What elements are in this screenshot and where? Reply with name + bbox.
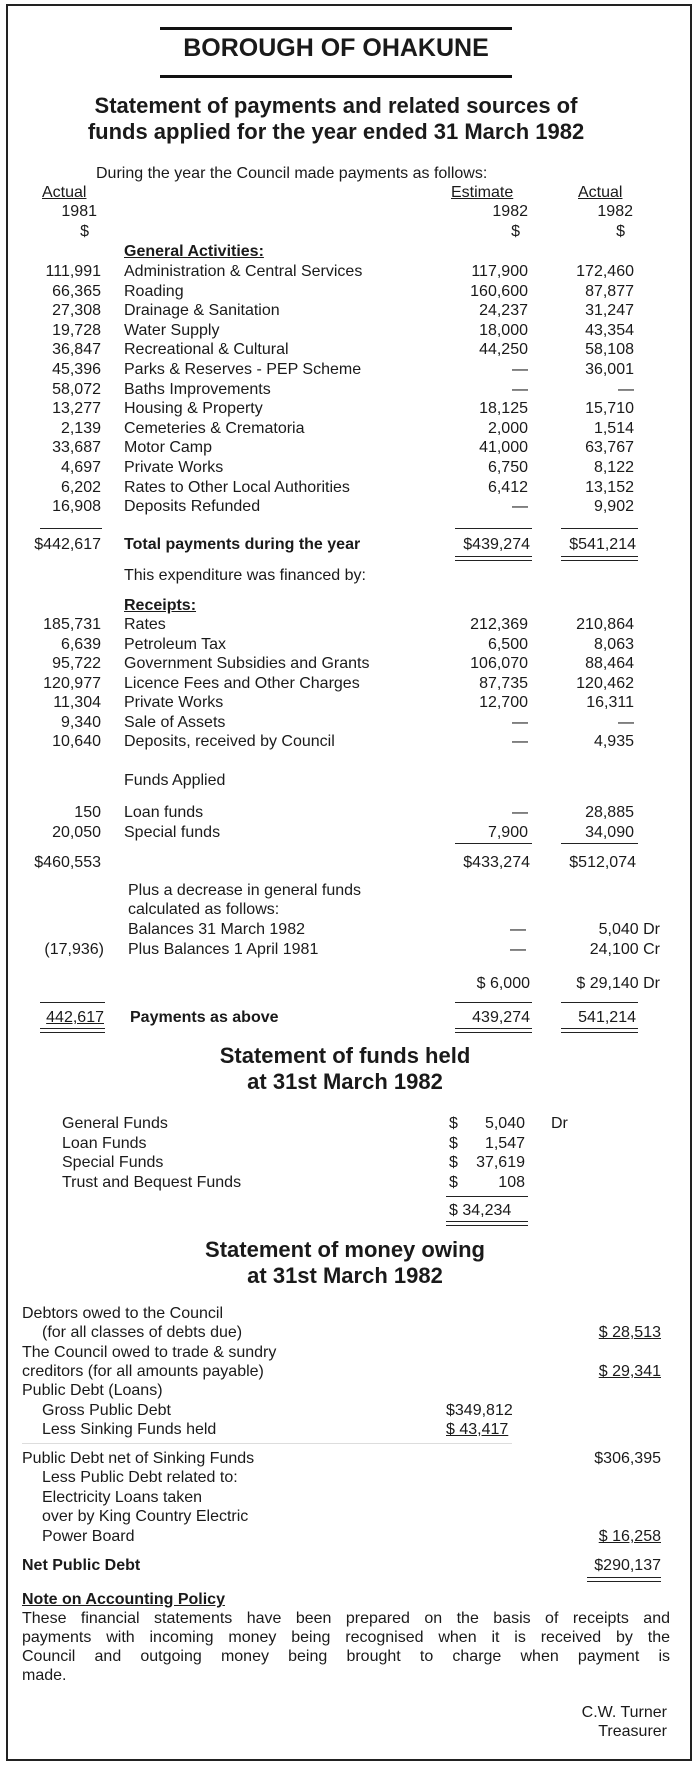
receipt-row-prev-value: 9,340	[60, 713, 101, 731]
activity-row-prev-value: 4,697	[60, 459, 101, 476]
activity-row-actual-value: 1,514	[593, 419, 634, 437]
activity-row-estimate-value: 24,237	[479, 302, 528, 320]
activity-row-label: Cemeteries & Crematoria	[124, 419, 305, 437]
net-sinking-label: Public Debt net of Sinking Funds	[22, 1450, 255, 1467]
activity-row-actual-value: 31,247	[585, 302, 634, 320]
activity-row-prev-value: 2,139	[60, 419, 101, 437]
funds-applied-row-label: Loan funds	[124, 804, 204, 821]
receipt-row-label: Rates	[124, 616, 166, 633]
col-actual-1982-year: 1982	[597, 203, 633, 220]
net-sinking-amount: $306,395	[594, 1450, 661, 1467]
creditors-line-1: The Council owed to trade & sundry	[22, 1344, 277, 1361]
subtotal-prev: $460,553	[34, 854, 101, 871]
activity-row-estimate-value: —	[512, 380, 528, 398]
col-actual-1982-unit: $	[616, 223, 625, 240]
balances-1981-estimate: —	[510, 941, 526, 958]
receipt-row-actual-value: 120,462	[576, 674, 634, 692]
receipt-row-estimate-value: —	[512, 733, 528, 750]
activity-row-label: Recreational & Cultural	[124, 341, 289, 359]
double-rule	[587, 1577, 661, 1582]
decrease-line-1: Plus a decrease in general funds	[128, 882, 362, 899]
activity-row-label: Deposits Refunded	[124, 498, 261, 516]
balances-1981-prev: (17,936)	[44, 941, 104, 958]
activity-row-prev-value: 16,908	[52, 498, 101, 516]
balances-1982-estimate: —	[510, 921, 526, 938]
total-payments-prev: $442,617	[34, 536, 101, 553]
public-debt-heading: Public Debt (Loans)	[22, 1382, 163, 1399]
activity-row-estimate-value: 6,412	[487, 478, 528, 496]
activity-row-label: Water Supply	[124, 321, 220, 339]
double-rule	[446, 1221, 528, 1226]
receipt-row-estimate-value: —	[512, 713, 528, 731]
funds-applied-row-actual-value: 34,090	[585, 824, 634, 841]
subtotal-estimate: $433,274	[463, 854, 530, 871]
funds-held-amount: 1,547	[484, 1134, 525, 1152]
activity-row-label: Rates to Other Local Authorities	[124, 478, 350, 496]
col-estimate-year: 1982	[492, 203, 528, 220]
less-related-3: over by King Country Electric	[42, 1508, 249, 1525]
rule	[561, 528, 638, 529]
activity-row-prev-value: 111,991	[45, 263, 101, 280]
activity-row-actual-value: 63,767	[585, 439, 634, 457]
funds-applied-row-prev-value: 20,050	[52, 824, 101, 841]
col-estimate-label: Estimate	[451, 184, 514, 201]
funds-applied-heading: Funds Applied	[124, 772, 226, 789]
activity-row-actual-value: 36,001	[585, 361, 634, 378]
document-title: BOROUGH OF OHAKUNE	[183, 34, 489, 62]
rule	[455, 843, 532, 844]
activity-row-estimate-value: 18,125	[479, 400, 528, 418]
debtors-line-2: (for all classes of debts due)	[42, 1324, 243, 1341]
receipt-row-estimate-value: 87,735	[479, 674, 528, 692]
sinking-funds-label: Less Sinking Funds held	[42, 1421, 217, 1438]
activity-row-actual-value: 8,122	[593, 459, 634, 476]
money-owing-heading-2: at 31st March 1982	[247, 1263, 443, 1288]
activity-row-actual-value: 58,108	[585, 341, 634, 359]
less-related-4: Power Board	[42, 1528, 135, 1545]
payments-heading-1: Statement of payments and related sources of	[94, 93, 578, 118]
total-payments-estimate: $439,274	[463, 536, 530, 553]
activity-row-prev-value: 6,202	[60, 478, 101, 496]
funds-applied-row-label: Special funds	[124, 824, 221, 841]
activity-row-label: Baths Improvements	[124, 380, 271, 398]
activity-row-prev-value: 19,728	[52, 321, 101, 339]
funds-held-heading-2: at 31st March 1982	[247, 1069, 443, 1094]
receipt-row-label: Government Subsidies and Grants	[124, 655, 370, 672]
activity-row-estimate-value: 117,900	[471, 263, 528, 280]
receipt-row-actual-value: 210,864	[576, 616, 634, 633]
activity-row-prev-value: 33,687	[52, 439, 101, 457]
funds-held-label: General Funds	[62, 1115, 168, 1132]
debtors-line-1: Debtors owed to the Council	[22, 1305, 223, 1322]
balances-1982-label: Balances 31 March 1982	[128, 921, 305, 938]
balances-1981-label: Plus Balances 1 April 1981	[128, 941, 319, 958]
funds-held-amount: 5,040	[484, 1115, 525, 1132]
payments-heading-2: funds applied for the year ended 31 March 1982	[87, 119, 585, 144]
receipt-row-prev-value: 95,722	[52, 655, 101, 672]
double-rule	[455, 556, 532, 561]
signature-title: Treasurer	[598, 1723, 667, 1740]
activity-row-prev-value: 36,847	[52, 341, 101, 359]
sinking-funds-amount: $ 43,417	[446, 1421, 509, 1438]
activity-row-actual-value: —	[618, 380, 634, 398]
rule	[40, 528, 102, 529]
double-rule	[455, 1028, 532, 1033]
receipt-row-label: Sale of Assets	[124, 713, 226, 731]
money-owing-heading-1: Statement of money owing	[205, 1237, 485, 1262]
activity-row-estimate-value: 6,750	[487, 459, 528, 476]
subtotal-actual: $512,074	[569, 854, 636, 871]
activity-row-prev-value: 27,308	[52, 302, 101, 320]
receipt-row-actual-value: —	[618, 713, 634, 731]
receipt-row-label: Licence Fees and Other Charges	[124, 674, 360, 692]
funds-held-heading-1: Statement of funds held	[219, 1043, 471, 1068]
receipt-row-prev-value: 185,731	[43, 616, 101, 633]
balances-1981-actual: 24,100 Cr	[589, 941, 660, 958]
note-line-4: made.	[22, 1667, 67, 1684]
activity-row-estimate-value: —	[512, 498, 528, 516]
funds-held-total: $ 34,234	[449, 1202, 512, 1219]
receipt-row-prev-value: 120,977	[43, 674, 101, 692]
general-activities-heading: General Activities:	[124, 243, 264, 260]
balances-1982-actual: 5,040 Dr	[598, 921, 660, 938]
activity-row-prev-value: 66,365	[52, 282, 101, 300]
activity-row-prev-value: 13,277	[52, 400, 101, 418]
activity-row-label: Housing & Property	[124, 400, 263, 418]
debtors-amount: $ 28,513	[598, 1324, 661, 1341]
creditors-amount: $ 29,341	[598, 1363, 661, 1380]
funds-held-currency: $	[449, 1154, 458, 1172]
receipt-row-estimate-value: 212,369	[470, 616, 528, 633]
rule	[455, 1002, 532, 1003]
funds-held-amount: 37,619	[476, 1154, 525, 1172]
receipts-heading: Receipts:	[124, 597, 197, 614]
activity-row-label: Drainage & Sanitation	[124, 302, 280, 320]
rule	[446, 1196, 528, 1197]
funds-applied-row-estimate-value: 7,900	[487, 824, 528, 841]
funds-held-amount: 108	[498, 1174, 525, 1192]
activity-row-estimate-value: —	[512, 361, 528, 378]
col-estimate-unit: $	[511, 223, 520, 240]
funds-applied-row-prev-value: 150	[74, 804, 101, 821]
funds-applied-row-estimate-value: —	[512, 804, 528, 821]
receipt-row-estimate-value: 12,700	[479, 694, 528, 711]
col-actual-1982-label: Actual	[578, 184, 623, 201]
activity-row-estimate-value: 44,250	[479, 341, 528, 359]
activity-row-actual-value: 15,710	[585, 400, 634, 418]
activity-row-actual-value: 87,877	[585, 282, 634, 300]
receipt-row-actual-value: 8,063	[593, 635, 634, 653]
less-related-1: Less Public Debt related to:	[42, 1469, 238, 1486]
funds-held-suffix: Dr	[551, 1115, 568, 1132]
receipt-row-actual-value: 4,935	[593, 733, 634, 750]
note-heading: Note on Accounting Policy	[22, 1591, 225, 1608]
payments-as-above-estimate: 439,274	[472, 1009, 530, 1026]
receipt-row-label: Private Works	[124, 694, 224, 711]
double-rule	[561, 556, 638, 561]
note-line-2: payments with incoming money being recognised when it is received by the	[22, 1629, 670, 1646]
net-public-debt-amount: $290,137	[594, 1557, 661, 1574]
funds-held-label: Trust and Bequest Funds	[62, 1174, 242, 1192]
rule	[561, 1002, 638, 1003]
total-payments-actual: $541,214	[569, 536, 636, 553]
activity-row-label: Roading	[124, 282, 184, 300]
funds-held-label: Loan Funds	[62, 1134, 147, 1152]
payments-intro: During the year the Council made payments as follows:	[96, 165, 488, 182]
receipt-row-estimate-value: 106,070	[470, 655, 528, 672]
funds-applied-row-actual-value: 28,885	[585, 804, 634, 821]
less-related-2: Electricity Loans taken	[42, 1489, 203, 1506]
title-rule-top	[160, 27, 512, 30]
col-actual-1981-unit: $	[80, 223, 89, 240]
financed-by-text: This expenditure was financed by:	[124, 567, 366, 584]
receipt-row-label: Deposits, received by Council	[124, 733, 335, 750]
decrease-total-estimate: $ 6,000	[476, 975, 530, 992]
activity-row-actual-value: 9,902	[593, 498, 634, 516]
faint-rule	[22, 1443, 512, 1444]
decrease-total-actual: $ 29,140 Dr	[576, 975, 660, 992]
activity-row-actual-value: 43,354	[585, 321, 634, 339]
funds-held-currency: $	[449, 1115, 458, 1132]
receipt-row-actual-value: 16,311	[586, 694, 634, 711]
decrease-line-2: calculated as follows:	[128, 901, 280, 918]
double-rule	[40, 1028, 105, 1033]
activity-row-actual-value: 172,460	[576, 263, 634, 280]
activity-row-prev-value: 58,072	[52, 380, 101, 398]
receipt-row-prev-value: 6,639	[60, 635, 101, 653]
rule	[40, 1002, 105, 1003]
net-public-debt-label: Net Public Debt	[22, 1557, 141, 1574]
receipt-row-prev-value: 11,304	[53, 694, 101, 711]
note-line-1: These financial statements have been prepared on the basis of receipts and	[22, 1610, 670, 1627]
note-line-3: Council and outgoing money being brought to charge when payment is	[22, 1648, 670, 1665]
activity-row-estimate-value: 41,000	[479, 439, 528, 457]
activity-row-label: Private Works	[124, 459, 224, 476]
funds-held-label: Special Funds	[62, 1154, 164, 1172]
activity-row-label: Motor Camp	[124, 439, 213, 457]
receipt-row-actual-value: 88,464	[585, 655, 634, 672]
activity-row-label: Administration & Central Services	[124, 263, 363, 280]
total-payments-label: Total payments during the year	[124, 536, 361, 553]
title-rule-bottom	[160, 75, 512, 78]
payments-as-above-prev: 442,617	[46, 1009, 104, 1026]
funds-held-currency: $	[449, 1174, 458, 1192]
electricity-loans-amount: $ 16,258	[598, 1528, 661, 1545]
col-actual-1981-label: Actual	[42, 184, 87, 201]
rule	[561, 843, 638, 844]
payments-as-above-actual: 541,214	[578, 1009, 636, 1026]
activity-row-estimate-value: 160,600	[470, 282, 528, 300]
receipt-row-prev-value: 10,640	[52, 733, 101, 750]
receipt-row-estimate-value: 6,500	[487, 635, 528, 653]
rule	[455, 528, 532, 529]
gross-debt-label: Gross Public Debt	[42, 1402, 171, 1419]
col-actual-1981-year: 1981	[61, 203, 97, 220]
activity-row-estimate-value: 18,000	[479, 321, 528, 339]
signature-name: C.W. Turner	[581, 1704, 667, 1721]
gross-debt-amount: $349,812	[446, 1402, 513, 1419]
activity-row-estimate-value: 2,000	[487, 419, 528, 437]
double-rule	[561, 1028, 638, 1033]
receipt-row-label: Petroleum Tax	[124, 635, 226, 653]
activity-row-label: Parks & Reserves - PEP Scheme	[124, 361, 362, 378]
funds-held-currency: $	[449, 1134, 458, 1152]
creditors-line-2: creditors (for all amounts payable)	[22, 1363, 264, 1380]
activity-row-actual-value: 13,152	[585, 478, 634, 496]
payments-as-above-label: Payments as above	[130, 1009, 279, 1026]
activity-row-prev-value: 45,396	[52, 361, 101, 378]
